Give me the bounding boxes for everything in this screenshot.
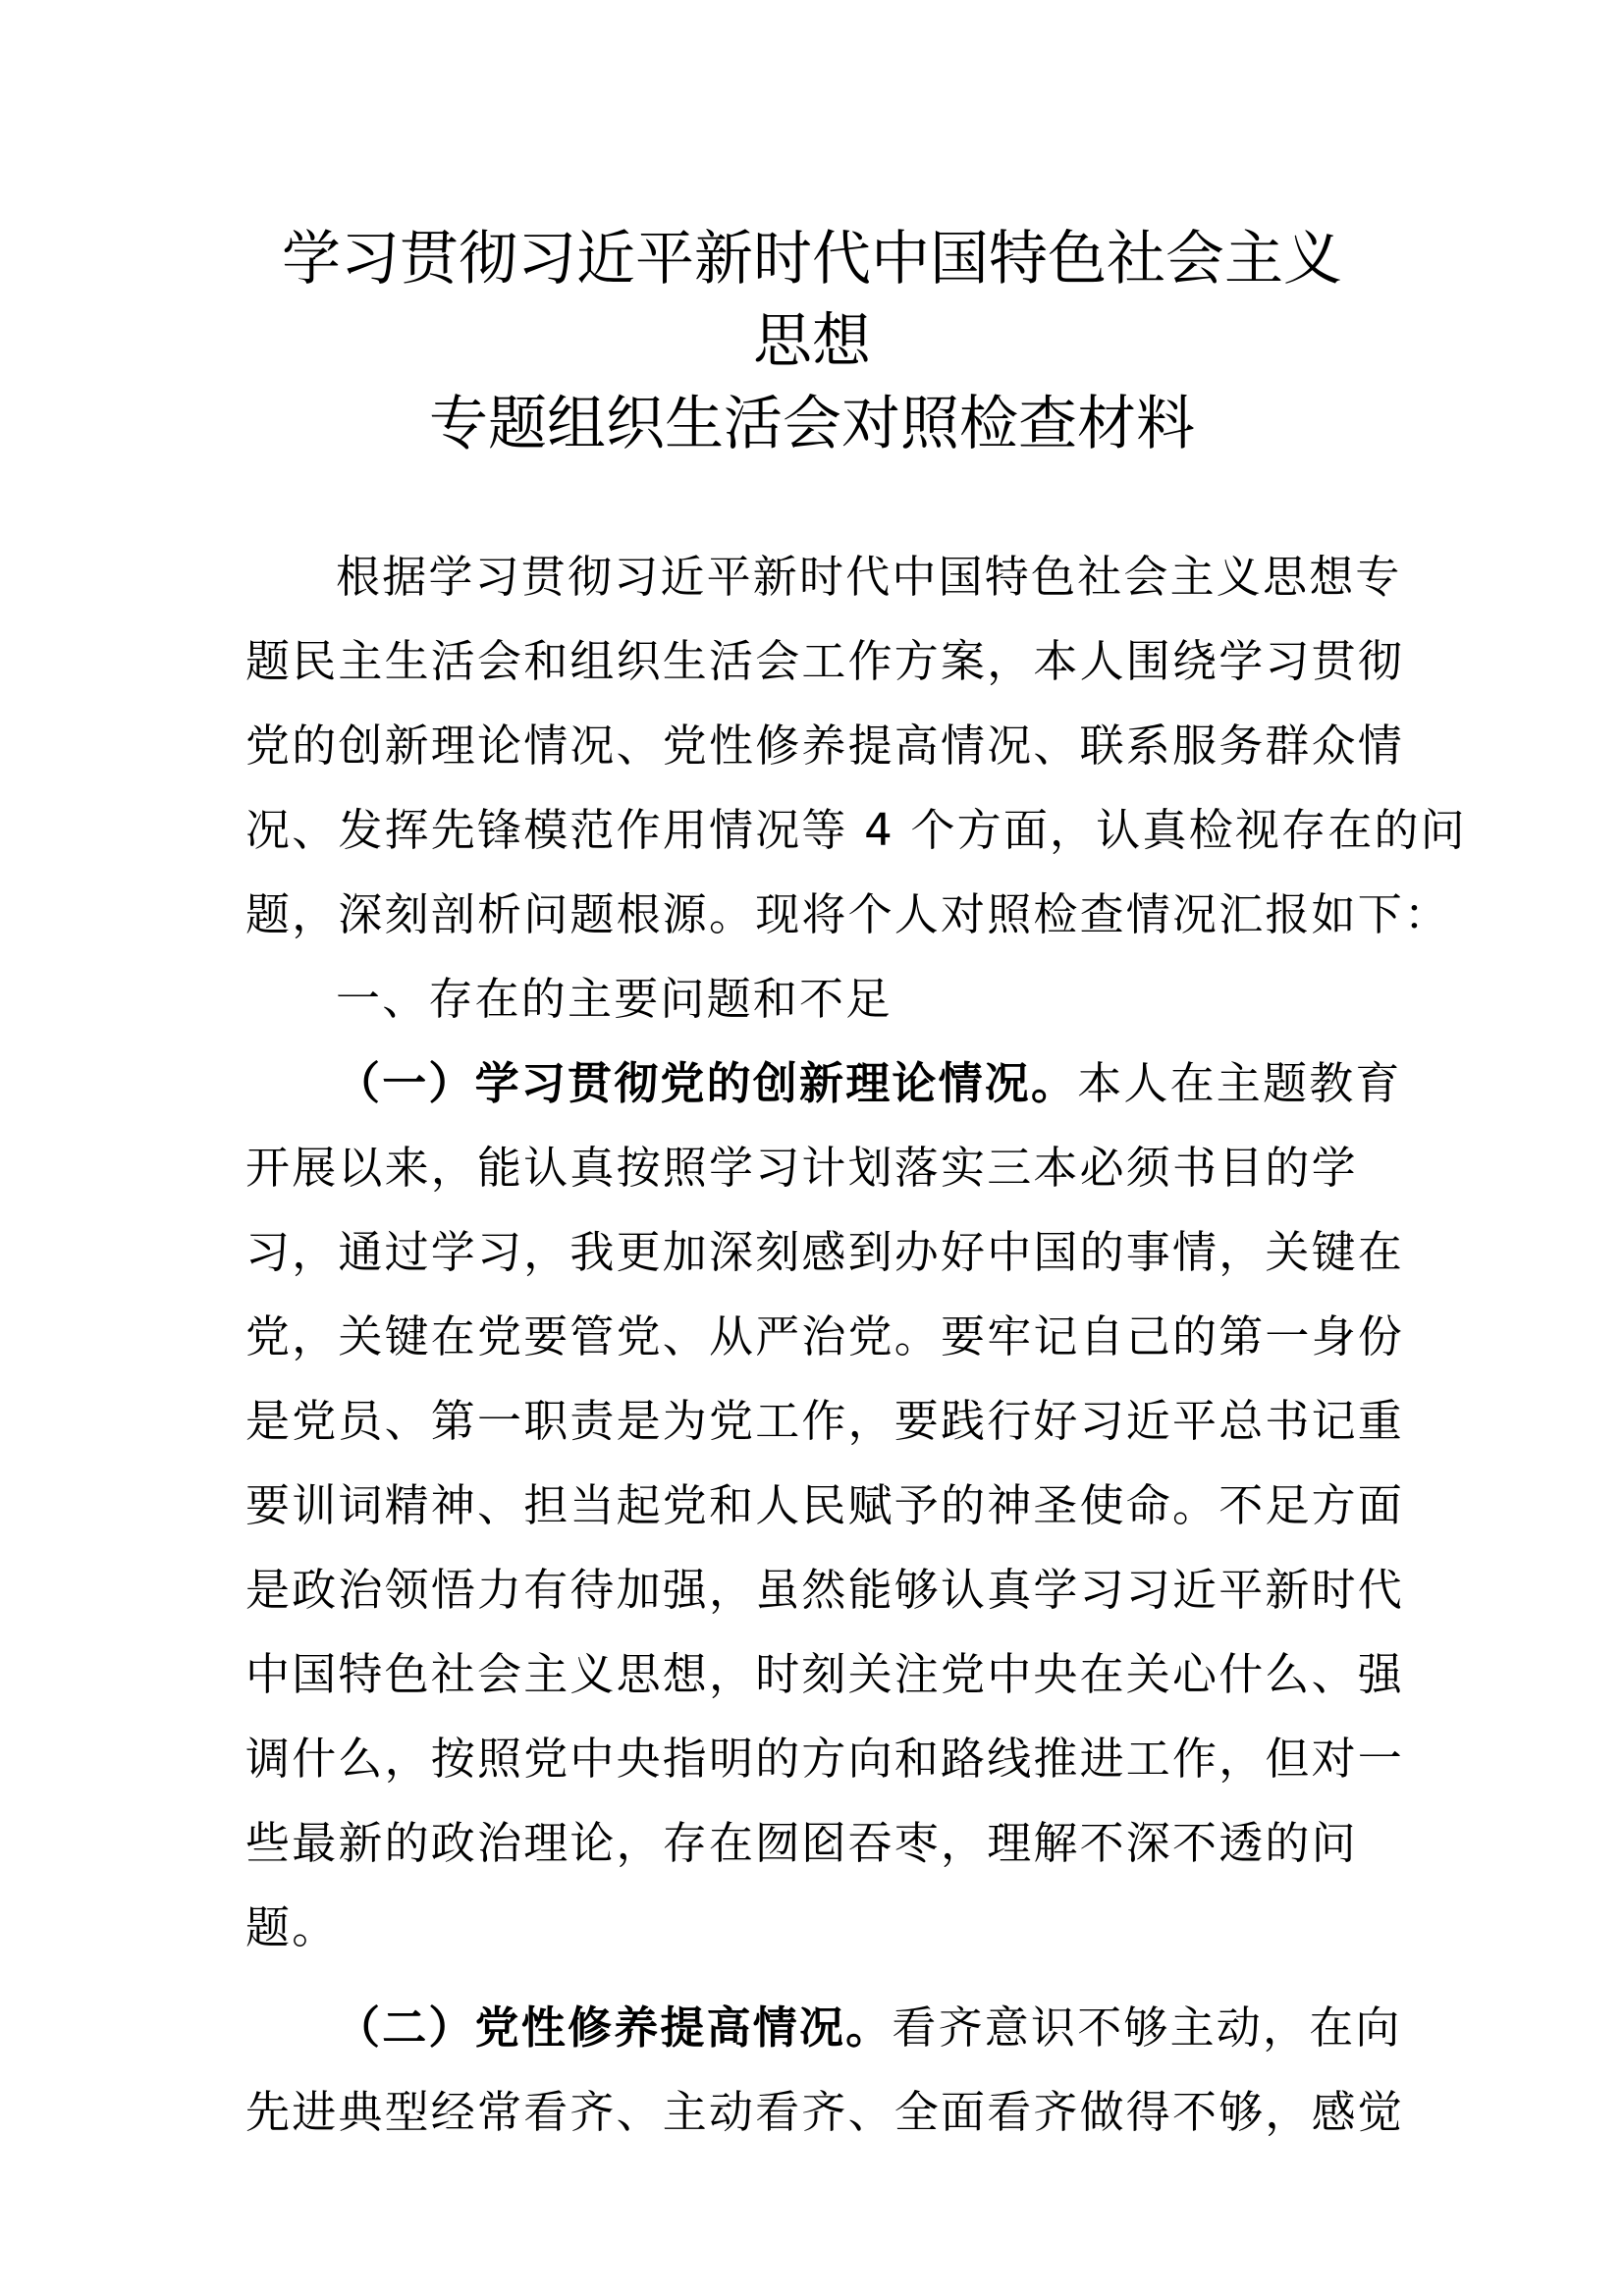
- subsection-1-line: 是党员、第一职责是为党工作，要践行好习近平总书记重: [245, 1395, 1405, 1447]
- subsection-2: [245, 1986, 1405, 2155]
- subsection-1-line: 开展以来，能认真按照学习计划落实三本必须书目的学: [245, 1142, 1358, 1194]
- intro-line: 题民主生活会和组织生活会工作方案，本人围绕学习贯彻: [245, 635, 1405, 687]
- subsection-1-first-text: 本人在主题教育: [1077, 1057, 1402, 1109]
- subsection-1: [245, 1041, 1405, 1970]
- intro-line: 根据学习贯彻习近平新时代中国特色社会主义思想专: [336, 551, 1402, 603]
- paragraph-spacer: [245, 1970, 1384, 1986]
- subsection-1-line: 题。: [245, 1901, 339, 1953]
- subsection-2-heading: （二）党性修养提高情况。: [336, 2002, 893, 2054]
- intro-paragraph: [245, 535, 1467, 957]
- subsection-1-line: 要训词精神、担当起党和人民赋予的神圣使命。不足方面: [245, 1479, 1405, 1531]
- subsection-1-line: 习，通过学习，我更加深刻感到办好中国的事情，关键在: [245, 1226, 1405, 1278]
- subsection-1-line: 党，关键在党要管党、从严治党。要牢记自己的第一身份: [245, 1310, 1405, 1362]
- document-body: [245, 535, 1467, 2155]
- subsection-1-heading: （一）学习贯彻党的创新理论情况。: [336, 1057, 1078, 1109]
- subsection-1-first-line: [245, 1041, 1402, 1126]
- subsection-2-line: 先进典型经常看齐、主动看齐、全面看齐做得不够，感觉: [245, 2086, 1405, 2138]
- subsection-1-line: 是政治领悟力有待加强，虽然能够认真学习习近平新时代: [245, 1564, 1405, 1616]
- subsection-1-line: 调什么，按照党中央指明的方向和路线推进工作，但对一: [245, 1733, 1405, 1785]
- subsection-2-first-text: 看齐意识不够主动，在向: [892, 2002, 1402, 2054]
- intro-line: 党的创新理论情况、党性修养提高情况、联系服务群众情: [245, 720, 1405, 772]
- section-heading: 一、存在的主要问题和不足: [336, 973, 893, 1025]
- subsection-2-first-line: [245, 1986, 1402, 2070]
- title-line-3: 专题组织生活会对照检查材料: [429, 390, 1195, 458]
- subsection-1-line: 些最新的政治理论，存在囫囵吞枣，理解不深不透的问: [245, 1817, 1358, 1869]
- title-line-2: 思想: [753, 307, 871, 376]
- document-title: [0, 218, 1624, 465]
- intro-line: 况、发挥先锋模范作用情况等 4 个方面，认真检视存在的问: [245, 804, 1467, 856]
- title-line-1: 学习贯彻习近平新时代中国特色社会主义: [282, 225, 1342, 294]
- subsection-1-line: 中国特色社会主义思想，时刻关注党中央在关心什么、强: [245, 1648, 1405, 1700]
- intro-line: 题，深刻剖析问题根源。现将个人对照检查情况汇报如下：: [245, 888, 1451, 940]
